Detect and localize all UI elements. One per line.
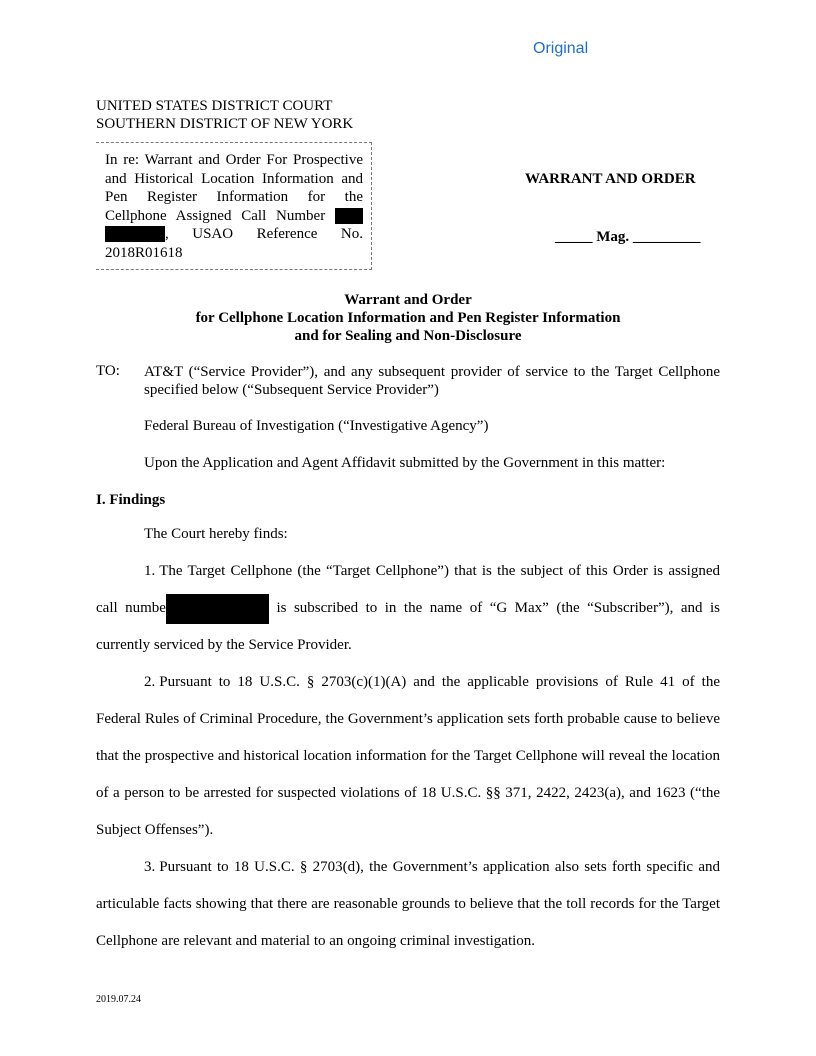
finding-text: The Target Cellphone (the “Target Cellphone”) that is the subject of this Order is assigned call numbe [96, 563, 720, 616]
upon-statement: Upon the Application and Agent Affidavit submitted by the Government in this matter: [144, 455, 666, 471]
to-label: TO: [96, 363, 120, 379]
to-agency: Federal Bureau of Investigation (“Investigative Agency”) [144, 418, 489, 434]
court-line-1: UNITED STATES DISTRICT COURT [96, 98, 333, 114]
section-heading: I. Findings [96, 492, 166, 508]
to-provider: AT&T (“Service Provider”), and any subsequent provider of service to the Target Cellphone specified below (“Subsequent Service Provider”) [144, 364, 720, 398]
finding-number: 3. [144, 859, 156, 875]
redaction-block [105, 226, 165, 242]
caption-text-b: , USAO Reference No. 2018R01618 [105, 226, 363, 261]
title-line-2: for Cellphone Location Information and Pen Register Information [195, 310, 621, 326]
document-title [96, 291, 720, 345]
magistrate-number-line: _____ Mag. _________ [555, 229, 701, 245]
court-name [96, 97, 353, 133]
original-label: Original [533, 40, 589, 57]
finding-number: 2. [144, 674, 156, 690]
finding-3 [96, 849, 720, 960]
redaction-block [335, 208, 363, 224]
finding-text: Pursuant to 18 U.S.C. § 2703(c)(1)(A) and the applicable provisions of Rule 41 of the Federal Rules of Criminal Procedure, the Government’s application sets forth probable cause to believe that the prospective and historical location information for the Target Cellphone will reveal the location of a person to be arrested for suspected violations of 18 U.S.C. §§ 371, 2422, 2423(a), and 1623 (“the Subject Offenses”). [96, 674, 720, 838]
caption-text-a: In re: Warrant and Order For Prospective and Historical Location Information and Pen Register Information for the Cellphone Assigned Call Number [105, 152, 363, 224]
finding-text: Pursuant to 18 U.S.C. § 2703(d), the Government’s application also sets forth specific and articulable facts showing that there are reasonable grounds to believe that the toll records for the Target Cellphone are relevant and material to an ongoing criminal investigation. [96, 859, 720, 949]
title-line-1: Warrant and Order [344, 292, 472, 308]
court-line-2: SOUTHERN DISTRICT OF NEW YORK [96, 116, 354, 132]
findings-intro: The Court hereby finds: [144, 526, 288, 542]
finding-1 [96, 553, 720, 664]
document-type: WARRANT AND ORDER [525, 171, 696, 187]
redaction-block [166, 594, 269, 624]
finding-text: is subscribed to in the name of “G Max” (the “Subscriber”), and is currently serviced by the Service Provider. [96, 600, 720, 653]
finding-2 [96, 664, 720, 849]
footer-date: 2019.07.24 [96, 994, 141, 1005]
title-line-3: and for Sealing and Non-Disclosure [294, 328, 522, 344]
finding-number: 1. [144, 563, 156, 579]
case-caption [105, 151, 363, 262]
